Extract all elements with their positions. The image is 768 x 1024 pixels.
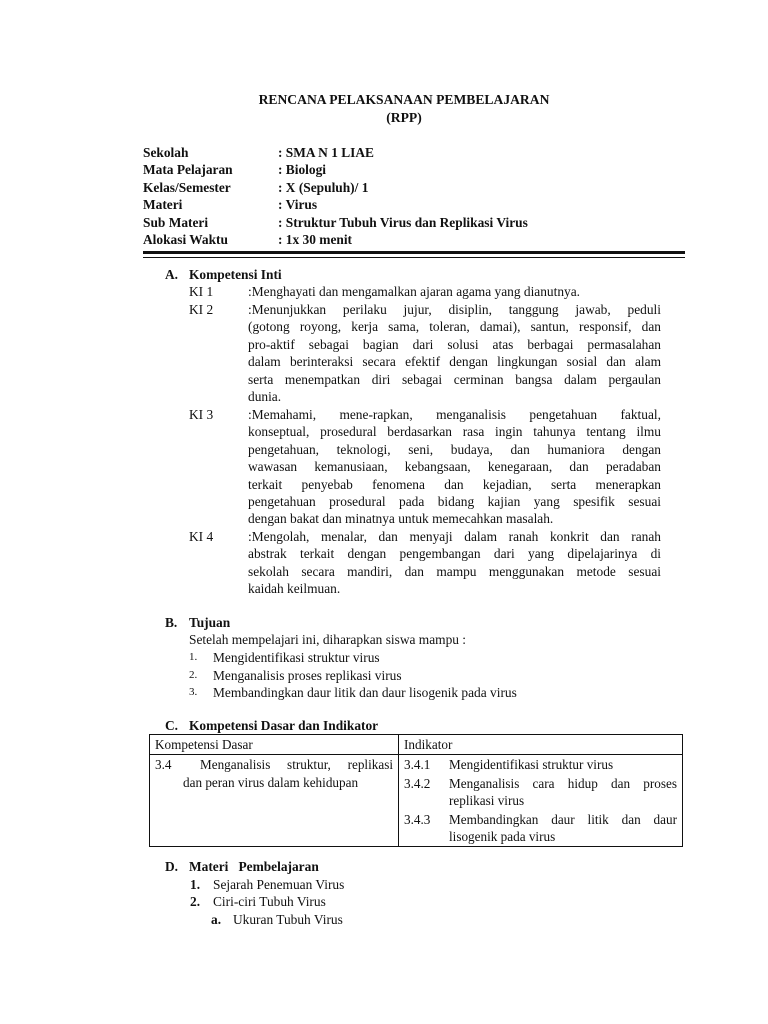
list-letter: a.: [211, 912, 222, 927]
list-item: Mengidentifikasi struktur virus: [213, 650, 380, 665]
kd-text: Menganalisis struktur, replikasi: [200, 757, 393, 773]
identity-label: Mata Pelajaran: [143, 162, 233, 177]
identity-value: : Struktur Tubuh Virus dan Replikasi Virus: [278, 215, 528, 230]
header-divider-thin: [143, 257, 685, 258]
list-number: 2.: [190, 894, 201, 909]
indicator-text: Mengidentifikasi struktur virus: [449, 757, 614, 773]
section-a-title: Kompetensi Inti: [189, 267, 282, 282]
ki-line: serta menempatkan diri sebagai cerminan bangsa dalam pergaulan: [248, 371, 661, 387]
table-row: [150, 755, 683, 847]
identity-label: Alokasi Waktu: [143, 232, 228, 247]
ki-line: (gotong royong, kerja sama, toleran, damai), santun, responsif, dan: [248, 319, 661, 335]
list-item: Membandingkan daur litik dan daur lisogenik pada virus: [213, 685, 517, 700]
ki-line: :Memahami, mene-rapkan, menganalisis pengetahuan faktual,: [248, 407, 661, 422]
ki-label: KI 2: [189, 302, 214, 317]
list-item: Ciri-ciri Tubuh Virus: [213, 894, 326, 909]
identity-label: Materi: [143, 197, 183, 212]
ki-line: sekolah secara mandiri, dan mampu menggunakan metode sesuai: [248, 563, 661, 579]
document-subtitle: (RPP): [386, 110, 422, 125]
ki-line: abstrak terkait dengan pengembangan dari yang dipelajarinya di: [248, 546, 661, 562]
ki-line: kaidah keilmuan.: [248, 581, 341, 597]
section-d-letter: D.: [165, 859, 179, 874]
list-number: 3.: [189, 686, 198, 698]
identity-label: Sub Materi: [143, 215, 209, 230]
section-b-intro: Setelah mempelajari ini, diharapkan siswa mampu :: [189, 632, 467, 647]
identity-value: : Biologi: [278, 162, 326, 177]
list-number: 1.: [190, 877, 201, 892]
ki-line: pengetahuan prosedural pada bidang kajian yang spesifik sesuai: [248, 494, 661, 510]
kd-indikator-table: [149, 734, 683, 847]
section-a-letter: A.: [165, 267, 179, 282]
indicator-text: Membandingkan daur litik dan daur lisogenik pada virus: [449, 811, 677, 845]
table-header-cell: Kompetensi Dasar: [150, 735, 399, 755]
section-d-title: Materi Pembelajaran: [189, 859, 319, 874]
ki-label: KI 1: [189, 284, 214, 299]
ki-line: terkait penyebab fenomena dan kejadian, serta menerapkan: [248, 476, 661, 492]
list-number: 2.: [189, 669, 198, 681]
kd-cell: [150, 755, 399, 847]
ki-line: :Menghayati dan mengamalkan ajaran agama yang dianutnya.: [248, 284, 581, 299]
ki-label: KI 3: [189, 407, 214, 422]
indicator-text: Menganalisis cara hidup dan proses replikasi virus: [449, 775, 677, 809]
identity-value: : X (Sepuluh)/ 1: [278, 180, 369, 195]
list-item: Sejarah Penemuan Virus: [213, 877, 345, 892]
identity-value: : 1x 30 menit: [278, 232, 353, 247]
kd-text: dan peran virus dalam kehidupan: [183, 774, 359, 790]
ki-line: :Menunjukkan perilaku jujur, disiplin, tanggung jawab, peduli: [248, 302, 661, 317]
identity-value: : SMA N 1 LIAE: [278, 145, 374, 160]
ki-line: dengan bakat dan minatnya untuk memecahkan masalah.: [248, 511, 554, 527]
ki-text: [248, 528, 661, 598]
indicator-number: 3.4.3: [404, 811, 431, 827]
ki-text: [248, 283, 661, 300]
list-number: 1.: [189, 651, 198, 663]
section-b-title: Tujuan: [189, 615, 231, 630]
table-header-row: [150, 735, 683, 755]
section-c-title: Kompetensi Dasar dan Indikator: [189, 718, 379, 733]
ki-line: :Mengolah, menalar, dan menyaji dalam ranah konkrit dan ranah: [248, 529, 661, 544]
ki-line: pengetahuan, teknologi, seni, budaya, dan humaniora dengan: [248, 441, 661, 457]
section-b-letter: B.: [165, 615, 178, 630]
identity-value: : Virus: [278, 197, 318, 212]
ki-line: dalam berinteraksi secara efektif dengan lingkungan sosial dan alam: [248, 354, 661, 370]
ki-line: konseptual, prosedural berdasarkan rasa ingin tahunya tentang ilmu: [248, 424, 661, 440]
ki-text: [248, 301, 661, 405]
ki-label: KI 4: [189, 529, 214, 544]
ki-line: dunia.: [248, 389, 282, 405]
indicator-number: 3.4.2: [404, 775, 431, 791]
identity-label: Kelas/Semester: [143, 180, 231, 195]
list-item: Menganalisis proses replikasi virus: [213, 668, 402, 683]
list-item: Ukuran Tubuh Virus: [233, 912, 343, 927]
ki-line: wawasan kemanusiaan, kebangsaan, kenegaraan, dan peradaban: [248, 459, 661, 475]
indicator-cell: [399, 755, 683, 847]
ki-text: [248, 406, 661, 528]
header-divider-thick: [143, 251, 685, 254]
ki-line: pro-aktif sebagai bagian dari solusi atas berbagai permasalahan: [248, 336, 661, 352]
document-title: RENCANA PELAKSANAAN PEMBELAJARAN: [258, 92, 550, 107]
section-c-letter: C.: [165, 718, 179, 733]
table-header-cell: Indikator: [399, 735, 683, 755]
kd-number: 3.4: [155, 757, 172, 773]
identity-label: Sekolah: [143, 145, 189, 160]
indicator-number: 3.4.1: [404, 757, 431, 773]
